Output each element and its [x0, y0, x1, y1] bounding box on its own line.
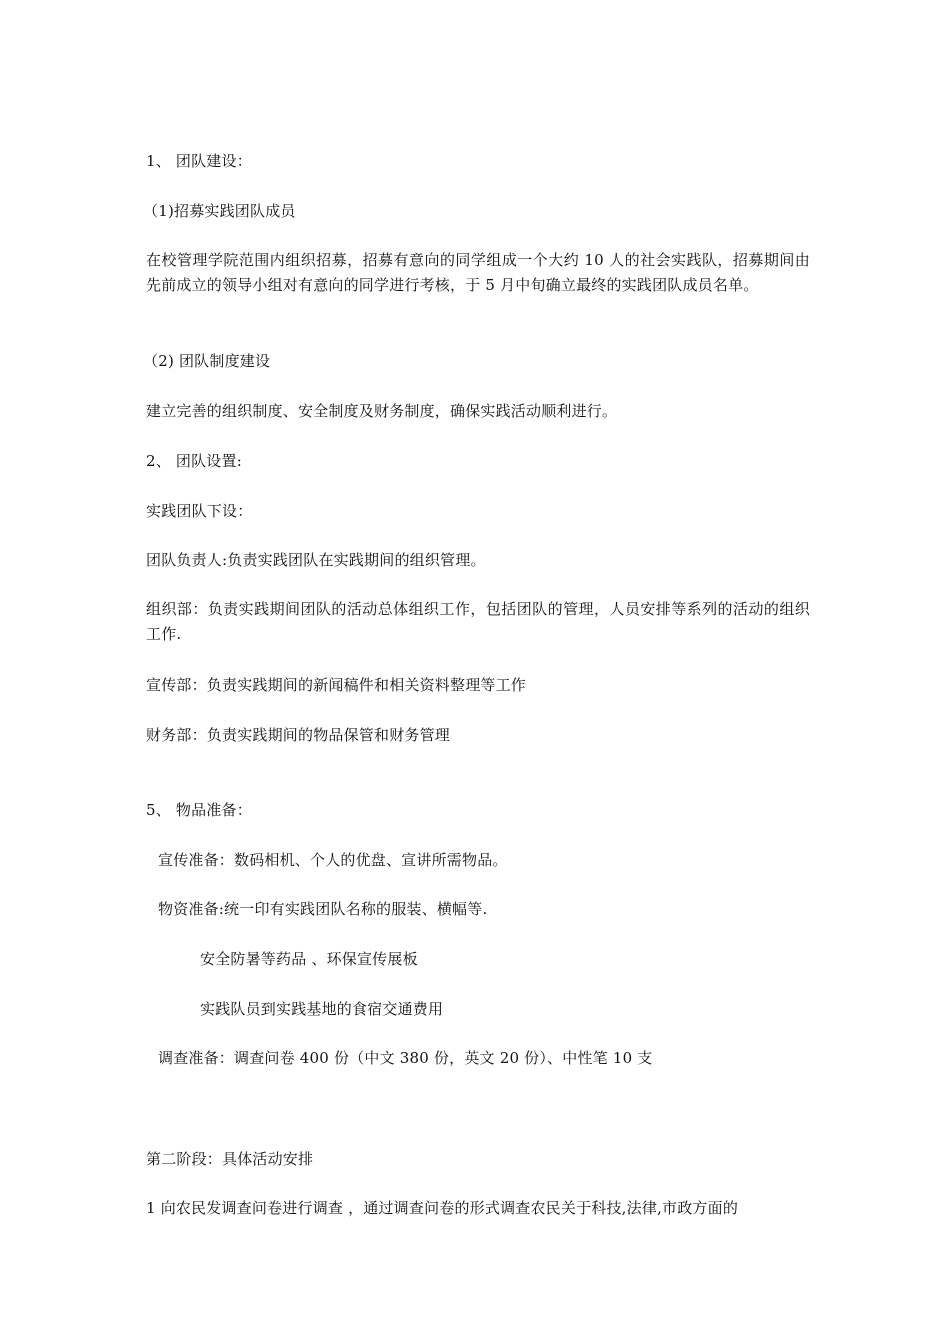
section2-finance-dept: 财务部：负责实践期间的物品保管和财务管理 — [146, 726, 451, 744]
section2-intro: 实践团队下设： — [146, 502, 253, 520]
section1-system-paragraph: 建立完善的组织制度、安全制度及财务制度，确保实践活动顺利进行。 — [146, 402, 618, 420]
section5-travel-costs: 实践队员到实践基地的食宿交通费用 — [200, 1000, 444, 1018]
section5-heading: 5、 物品准备： — [146, 801, 252, 819]
section2-organization-dept: 组织部：负责实践期间团队的活动总体组织工作，包括团队的管理，人员安排等系列的活动的组织工作. — [146, 600, 810, 643]
section2-team-leader: 团队负责人:负责实践团队在实践期间的组织管理。 — [146, 551, 486, 569]
section1-subheading-system: （2) 团队制度建设 — [143, 352, 271, 370]
section2-heading: 2、 团队设置: — [146, 452, 242, 470]
section5-safety-items: 安全防暑等药品 、环保宣传展板 — [200, 950, 418, 968]
section5-survey-prep: 调查准备：调查问卷 400 份（中文 380 份，英文 20 份）、中性笔 10 支 — [158, 1049, 653, 1067]
section1-subheading-recruit: （1)招募实践团队成员 — [143, 202, 296, 220]
section2-publicity-dept: 宣传部：负责实践期间的新闻稿件和相关资料整理等工作 — [146, 676, 527, 694]
section5-material-prep: 物资准备:统一印有实践团队名称的服装、横幅等. — [158, 900, 488, 918]
stage2-heading: 第二阶段：具体活动安排 — [146, 1150, 314, 1168]
section1-recruit-paragraph: 在校管理学院范围内组织招募，招募有意向的同学组成一个大约 10 人的社会实践队，招募期间由先前成立的领导小组对有意向的同学进行考核，于 5 月中旬确立最终的实践团队成员名单。 — [146, 251, 810, 294]
section1-heading: 1、 团队建设： — [146, 152, 252, 170]
stage2-item-1: 1 向农民发调查问卷进行调查 ，通过调查问卷的形式调查农民关于科技,法律,市政方面的 — [146, 1199, 739, 1217]
section5-publicity-prep: 宣传准备：数码相机、个人的优盘、宣讲所需物品。 — [158, 851, 508, 869]
